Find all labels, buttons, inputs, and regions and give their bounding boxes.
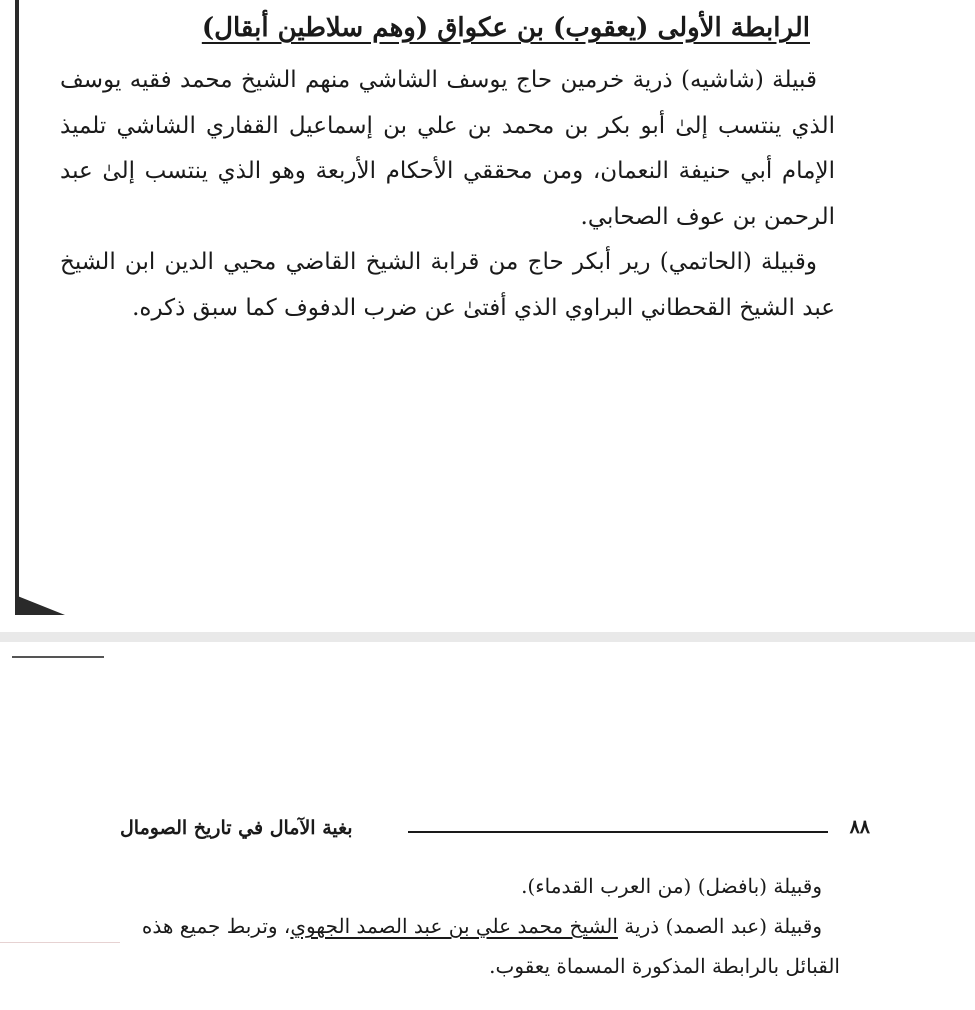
page-separator [0, 632, 975, 642]
book-title: بغية الآمال في تاريخ الصومال [120, 817, 353, 839]
paragraph-suffix: ، وتربط جميع هذه القبائل بالرابطة المذكورة المسماة يعقوب. [141, 914, 840, 978]
header-rule [408, 831, 828, 833]
paragraph-hatimi: وقبيلة (الحاتمي) رير أبكر حاج من قرابة الشيخ القاضي محيي الدين ابن الشيخ عبد الشيخ القحطاني البراوي الذي أفتىٰ عن ضرب الدفوف كما سبق ذكره. [60, 249, 835, 321]
page2-body [110, 866, 840, 986]
running-header [110, 812, 870, 846]
page-edge-corner [15, 595, 65, 615]
paragraph-bafadl: وقبيلة (بافضل) (من العرب القدماء). [521, 874, 822, 898]
faint-margin-mark [0, 942, 120, 943]
paragraph-prefix: وقبيلة (عبد الصمد) ذرية [617, 914, 822, 938]
paragraph-abdulsamad [110, 906, 840, 986]
page1-body [60, 58, 835, 331]
page-edge-rule [15, 0, 19, 612]
scanned-page-bottom [0, 642, 975, 1010]
underlined-name: الشيخ محمد علي بن عبد الصمد الجهوي [290, 914, 618, 938]
paragraph-shashiyah: قبيلة (شاشيه) ذرية خرمين حاج يوسف الشاشي منهم الشيخ محمد فقيه يوسف الذي ينتسب إلىٰ أبو بكر بن محمد بن علي بن إسماعيل القفاري الشاشي تلميذ الإمام أبي حنيفة النعمان، ومن محققي الأحكام الأربعة وهو الذي ينتسب إلىٰ عبد الرحمن بن عوف الصحابي. [60, 67, 835, 230]
section-heading: الرابطة الأولى (يعقوب) بن عكواق (وهم سلاطين أبقال) [201, 13, 810, 43]
margin-rule [12, 656, 104, 658]
page-number: ٨٨ [849, 816, 870, 838]
